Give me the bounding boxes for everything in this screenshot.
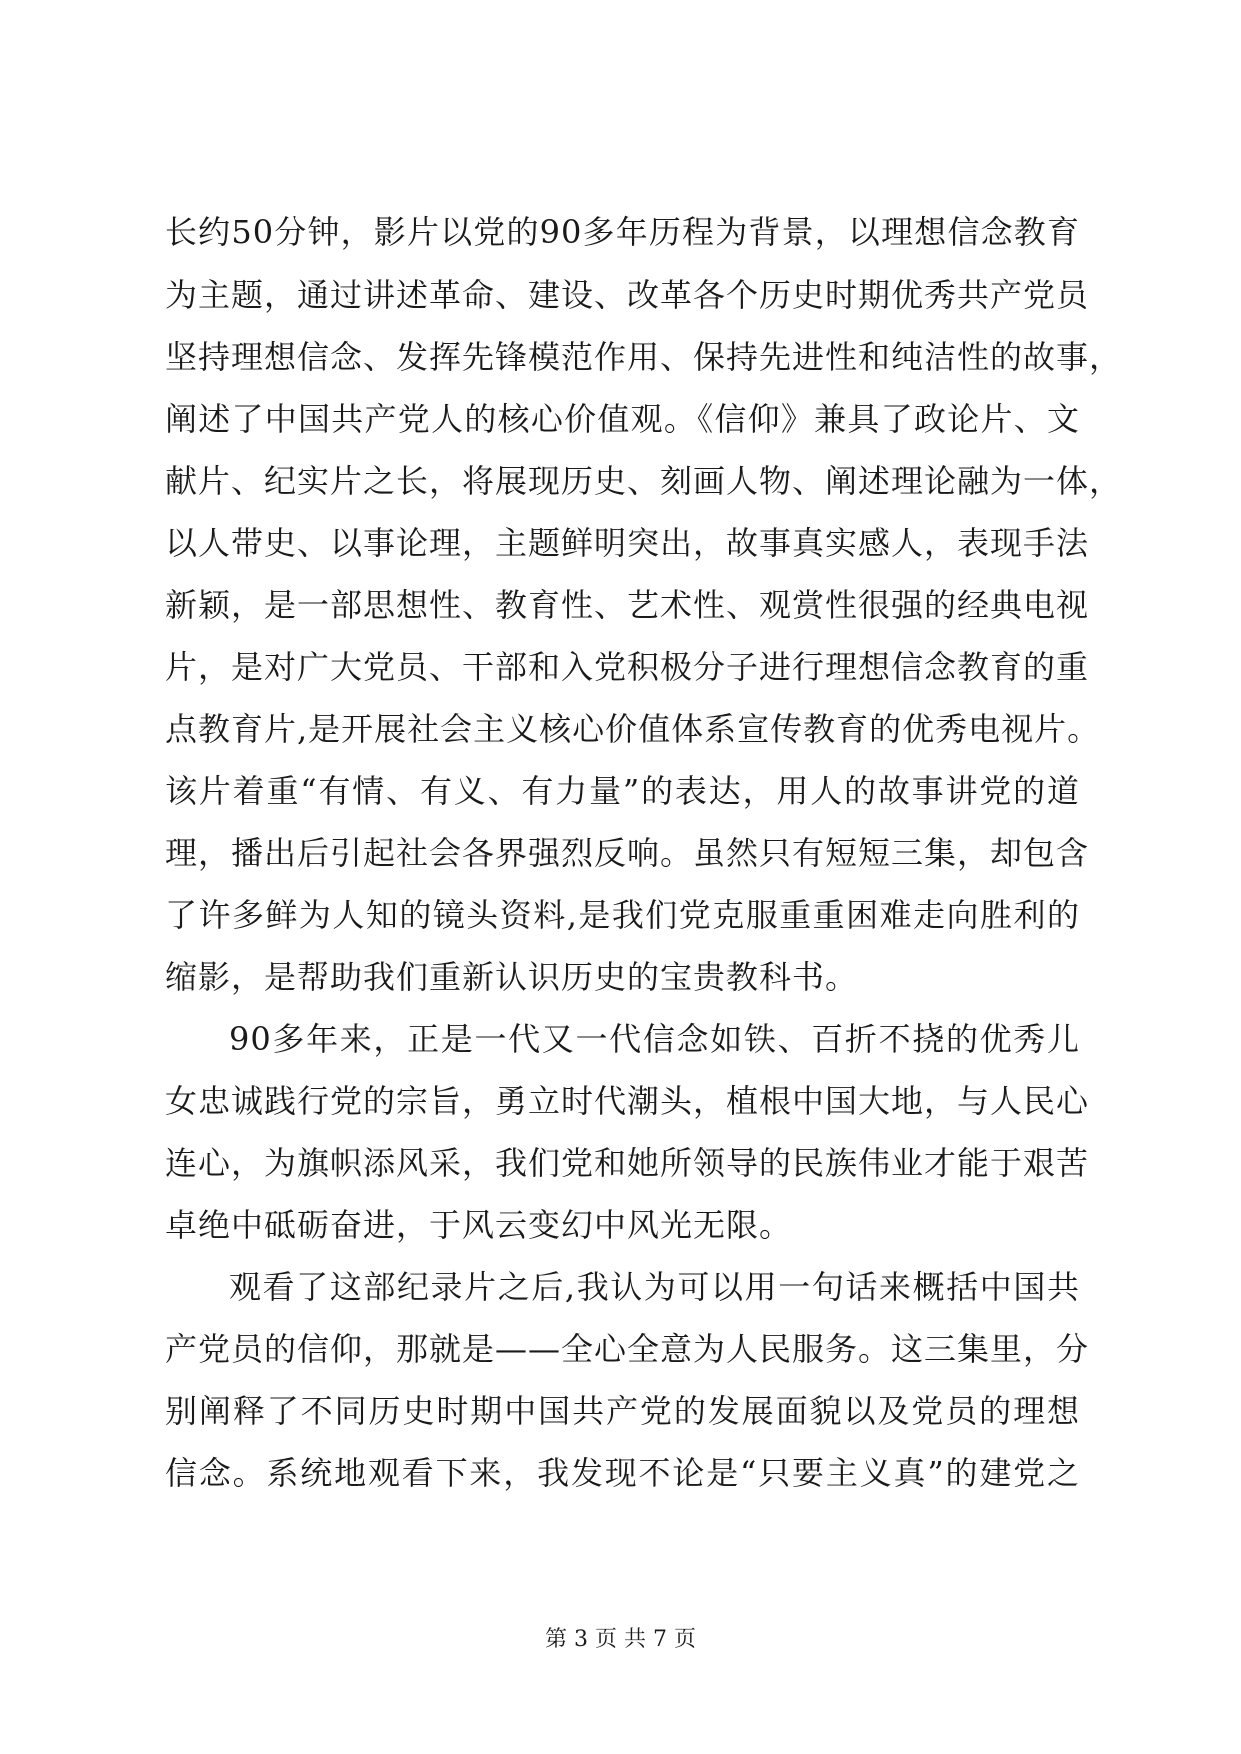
text-line: 以人带史、以事论理，主题鲜明突出，故事真实感人，表现手法 xyxy=(165,524,1090,562)
text-line: 卓绝中砥砺奋进，于风云变幻中风光无限。 xyxy=(165,1206,793,1244)
text-line: 了许多鲜为人知的镜头资料,是我们党克服重重困难走向胜利的 xyxy=(165,896,1080,934)
text-line: 该片着重“有情、有义、有力量”的表达，用人的故事讲党的道 xyxy=(165,772,1080,810)
text-line: 别阐释了不同历史时期中国共产党的发展面貌以及党员的理想 xyxy=(165,1392,1080,1430)
text-line: 坚持理想信念、发挥先锋模范作用、保持先进性和纯洁性的故事， xyxy=(165,338,1123,376)
text-line: 观看了这部纪录片之后,我认为可以用一句话来概括中国共 xyxy=(229,1268,1080,1306)
text-line: 长约50分钟，影片以党的90多年历程为背景，以理想信念教育 xyxy=(165,213,1080,251)
text-line: 信念。系统地观看下来，我发现不论是“只要主义真”的建党之 xyxy=(165,1454,1080,1492)
text-line: 女忠诚践行党的宗旨，勇立时代潮头，植根中国大地，与人民心 xyxy=(165,1082,1090,1120)
text-line: 片，是对广大党员、干部和入党积极分子进行理想信念教育的重 xyxy=(165,648,1090,686)
text-line: 连心，为旗帜添风采，我们党和她所领导的民族伟业才能于艰苦 xyxy=(165,1144,1090,1182)
text-line: 理，播出后引起社会各界强烈反响。虽然只有短短三集，却包含 xyxy=(165,834,1090,872)
text-line: 90多年来，正是一代又一代信念如铁、百折不挠的优秀儿 xyxy=(229,1020,1080,1058)
text-line: 缩影，是帮助我们重新认识历史的宝贵教科书。 xyxy=(165,958,859,996)
page-number-footer: 第 3 页 共 7 页 xyxy=(545,1627,696,1652)
text-line: 为主题，通过讲述革命、建设、改革各个历史时期优秀共产党员 xyxy=(165,276,1090,314)
text-line: 新颖，是一部思想性、教育性、艺术性、观赏性很强的经典电视 xyxy=(165,586,1090,624)
text-line: 点教育片,是开展社会主义核心价值体系宣传教育的优秀电视片。 xyxy=(165,710,1101,748)
text-line: 产党员的信仰，那就是——全心全意为人民服务。这三集里，分 xyxy=(165,1330,1090,1368)
text-line: 献片、纪实片之长，将展现历史、刻画人物、阐述理论融为一体， xyxy=(165,462,1123,500)
text-line: 阐述了中国共产党人的核心价值观。《信仰》兼具了政论片、文 xyxy=(165,400,1080,438)
